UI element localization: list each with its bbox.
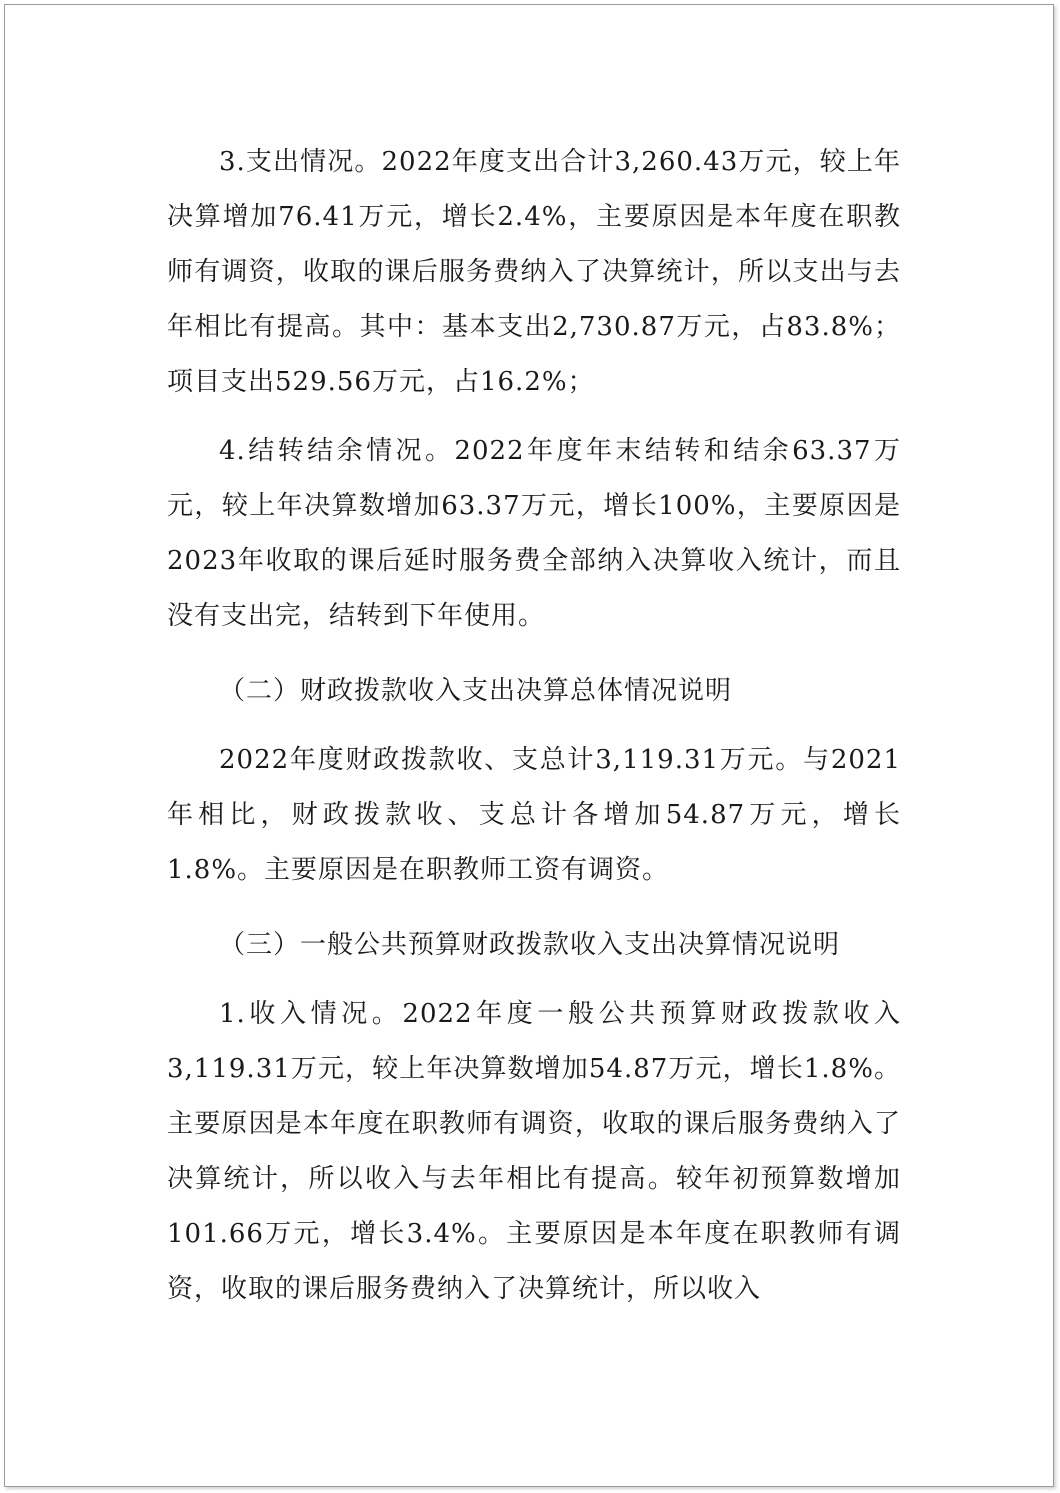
document-page: [4, 4, 1054, 1487]
paragraph-revenue: 1.收入情况。2022年度一般公共预算财政拨款收入3,119.31万元，较上年决算数增加54.87万元，增长1.8%。主要原因是本年度在职教师有调资，收取的课后服务费纳入了决算统计，所以收入与去年相比有提高。较年初预算数增加101.66万元，增长3.4%。主要原因是本年度在职教师有调资，收取的课后服务费纳入了决算统计，所以收入: [167, 999, 901, 1304]
section-heading-general-budget: （三）一般公共预算财政拨款收入支出决算情况说明: [219, 930, 841, 960]
section-heading-fiscal-overview: （二）财政拨款收入支出决算总体情况说明: [219, 676, 733, 706]
paragraph-carryover: 4.结转结余情况。2022年度年末结转和结余63.37万元，较上年决算数增加63.37万元，增长100%，主要原因是2023年收取的课后延时服务费全部纳入决算收入统计，而且没有支出完，结转到下年使用。: [167, 436, 901, 631]
paragraph-fiscal-overview: 2022年度财政拨款收、支总计3,119.31万元。与2021年相比，财政拨款收、支总计各增加54.87万元，增长1.8%。主要原因是在职教师工资有调资。: [167, 745, 901, 885]
document-body: [167, 135, 901, 1317]
paragraph-expenditure: 3.支出情况。2022年度支出合计3,260.43万元，较上年决算增加76.41万元，增长2.4%，主要原因是本年度在职教师有调资，收取的课后服务费纳入了决算统计，所以支出与去年相比有提高。其中：基本支出2,730.87万元，占83.8%；项目支出529.56万元，占16.2%；: [167, 147, 901, 397]
